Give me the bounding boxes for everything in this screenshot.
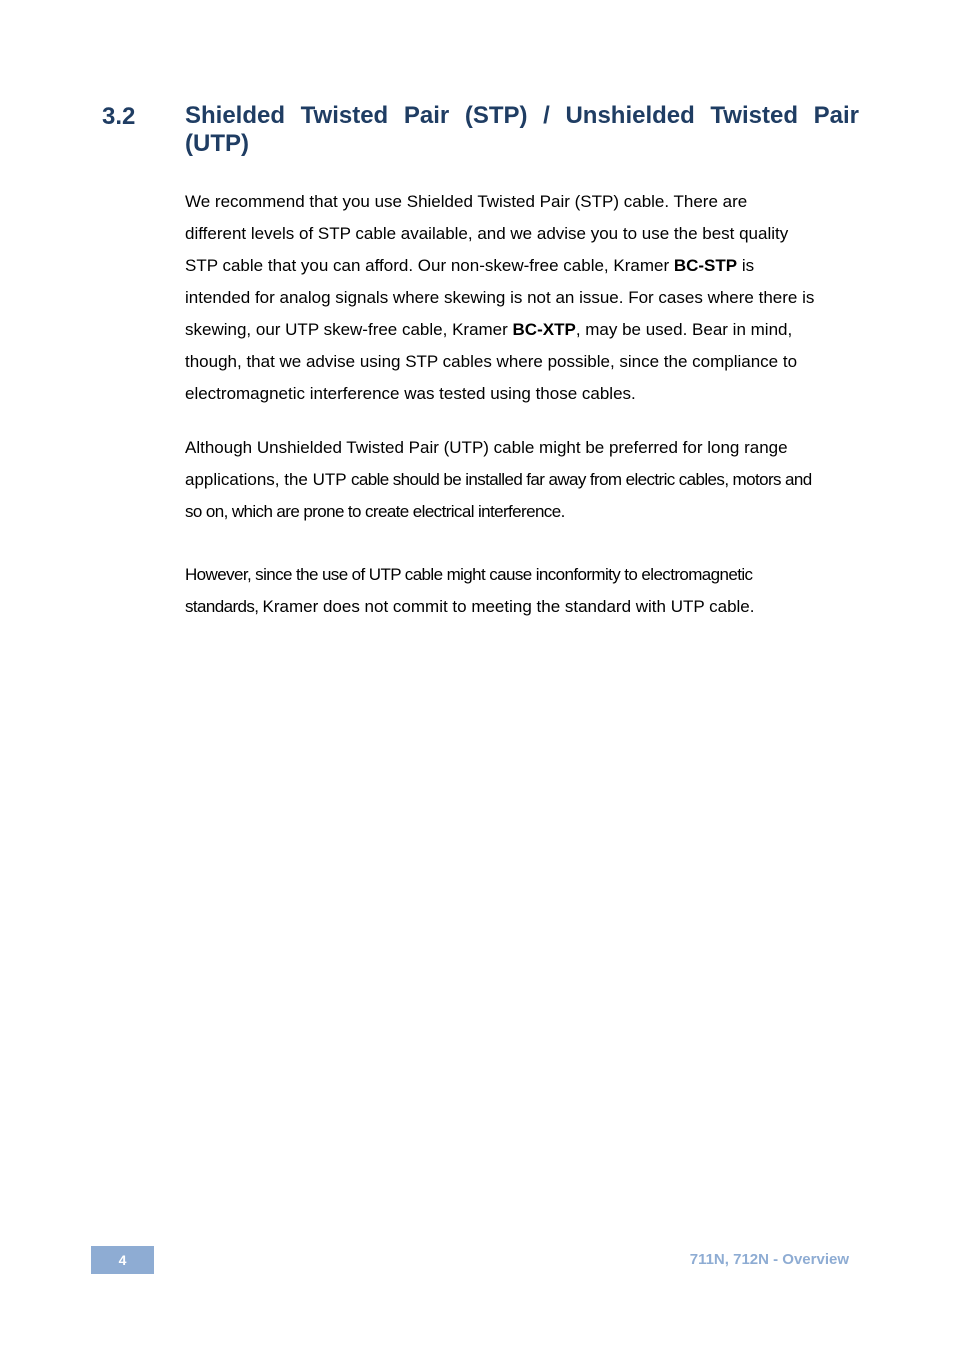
product-name-bc-stp: BC-STP (673, 256, 738, 275)
text-span: is (737, 256, 755, 275)
product-name-bc-xtp: BC-XTP (512, 320, 576, 339)
text-line: Although Unshielded Twisted Pair (UTP) cable might be preferred for long range (185, 438, 788, 457)
footer-document-title: 711N, 712N - Overview (689, 1251, 849, 1268)
text-span: Kramer does not commit to meeting the standard with UTP cable. (262, 597, 755, 616)
text-line: though, that we advise using STP cables where possible, since the compliance to (185, 352, 798, 371)
paragraph-stp-recommendation (185, 186, 865, 410)
text-line: different levels of STP cable available, and we advise you to use the best quality (185, 224, 789, 243)
section-number: 3.2 (102, 103, 136, 130)
page-number: 4 (91, 1246, 154, 1274)
text-span: cable should be installed far away from electric cables, motors and (351, 470, 812, 489)
text-line: electromagnetic interference was tested using those cables. (185, 384, 636, 403)
text-span: standards, (185, 597, 263, 616)
section-title: Shielded Twisted Pair (STP) / Unshielded Twisted Pair (UTP) (185, 102, 859, 157)
paragraph-utp-usage (185, 432, 865, 528)
text-span: , may be used. Bear in mind, (575, 320, 793, 339)
text-line (185, 250, 865, 282)
text-span: applications, the UTP (185, 470, 351, 489)
text-span: STP cable that you can afford. Our non-skew-free cable, Kramer (185, 256, 674, 275)
text-line (185, 464, 865, 496)
text-line: However, since the use of UTP cable might cause inconformity to electromagnetic (185, 565, 753, 584)
text-line (185, 314, 865, 346)
text-span: skewing, our UTP skew-free cable, Kramer (185, 320, 513, 339)
text-line: so on, which are prone to create electrical interference. (185, 502, 565, 521)
text-line (185, 591, 865, 623)
text-line: intended for analog signals where skewing is not an issue. For cases where there is (185, 288, 815, 307)
paragraph-utp-compliance (185, 559, 865, 623)
text-line: We recommend that you use Shielded Twisted Pair (STP) cable. There are (185, 192, 748, 211)
